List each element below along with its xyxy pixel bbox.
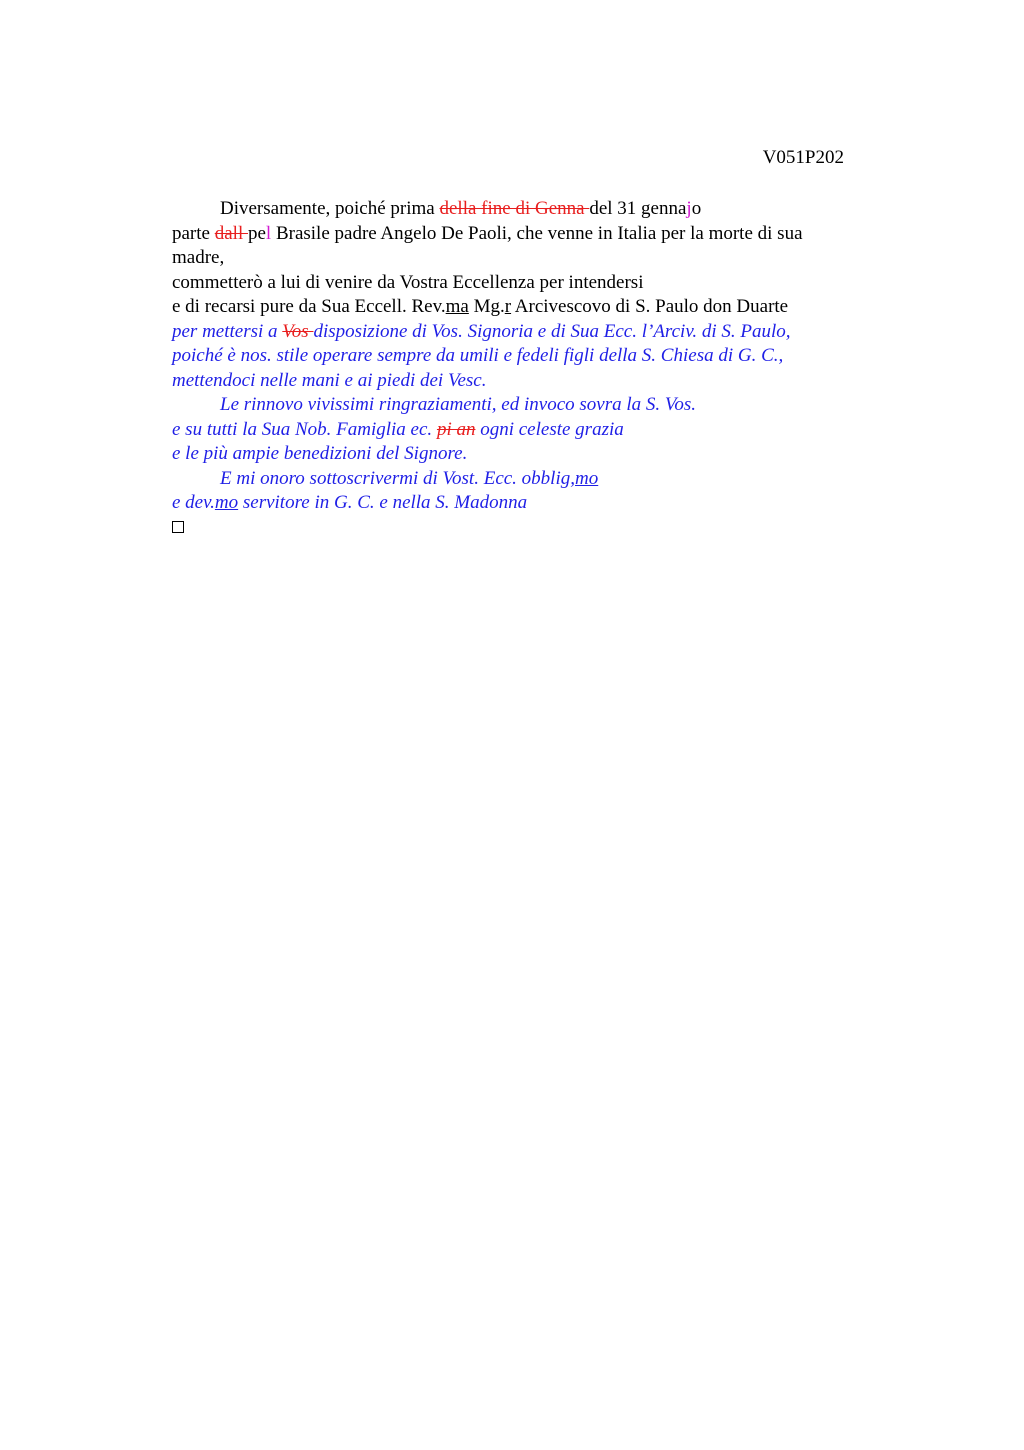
text: Arcivescovo di S. Paulo don Duarte [511,296,789,317]
deleted-text: Vos [282,320,314,342]
superscript-abbrev: mo [575,467,599,489]
line-8: mettendoci nelle mani e ai piedi dei Vesc. [172,369,487,391]
document-id: V051P202 [762,147,844,168]
line-12 [172,467,872,492]
superscript-abbrev: r [504,296,512,317]
superscript-abbrev: mo [214,492,239,513]
line-1 [172,197,872,222]
text: e dev. [172,492,215,513]
text: ogni celeste grazia [475,418,624,440]
letter-body [172,197,872,540]
text: o [691,198,702,219]
line-2 [172,222,872,247]
line-3: madre, [172,247,225,268]
inserted-text: l [265,222,272,244]
text: parte [172,222,215,244]
line-4: commetterò a lui di venire da Vostra Eccellenza per intendersi [172,271,644,293]
text: e su tutti la Sua Nob. Famiglia ec. [172,418,437,440]
square-icon [172,521,184,533]
deleted-text: della fine di Genna [439,198,590,219]
superscript-abbrev: ma [445,296,469,317]
text: Mg. [468,296,505,317]
text: Brasile padre Angelo De Paoli, che venne in Italia per la morte di sua [271,222,803,244]
line-13 [172,491,872,516]
deleted-text: pi an [436,418,476,440]
text: servitore in G. C. e nella S. Madonna [238,492,528,513]
end-marker-line [172,516,872,541]
line-5 [172,295,872,320]
line-10 [172,418,872,443]
inserted-text: j [686,198,692,219]
line-6 [172,320,872,345]
text: per mettersi a [172,320,283,342]
text: del 31 genna [589,198,687,219]
line-7: poiché è nos. stile operare sempre da umili e fedeli figli della S. Chiesa di G. C., [172,345,784,366]
text: Diversamente, poiché prima [220,198,440,219]
line-11: e le più ampie benedizioni del Signore. [172,443,468,464]
text: e di recarsi pure da Sua Eccell. Rev. [172,296,446,317]
text: pe [247,222,266,244]
deleted-text: dall [214,222,248,244]
text: disposizione di Vos. Signoria e di Sua Ecc. l’Arciv. di S. Paulo, [313,320,791,342]
text: E mi onoro sottoscrivermi di Vost. Ecc. obblig, [220,467,575,489]
line-9: Le rinnovo vivissimi ringraziamenti, ed invoco sovra la S. Vos. [220,394,697,415]
